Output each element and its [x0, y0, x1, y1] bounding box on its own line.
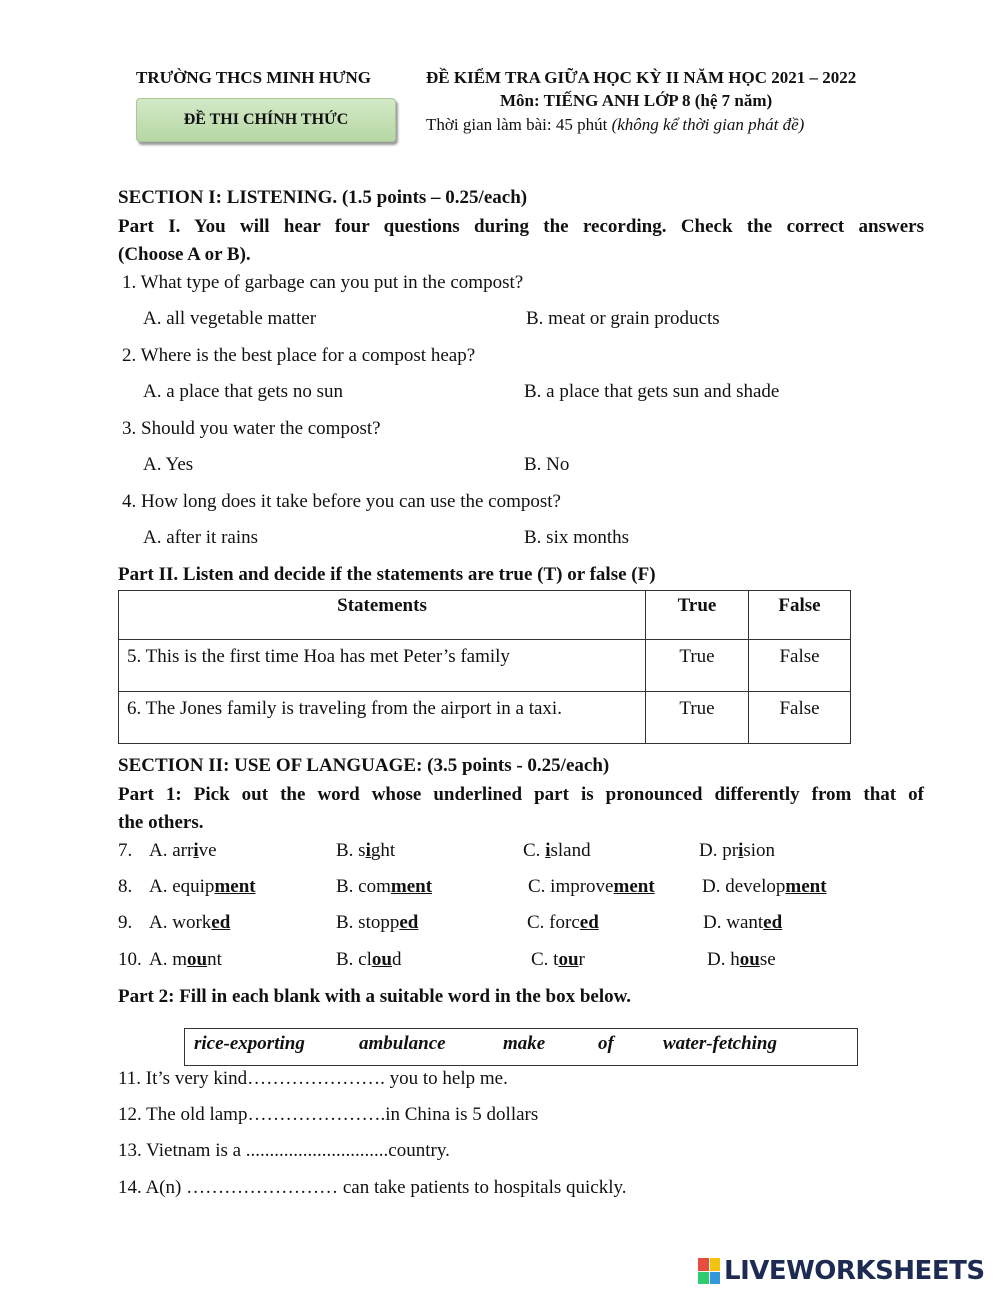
q10-option-d[interactable]: D. house	[707, 949, 776, 970]
section1-title: SECTION I: LISTENING. (1.5 points – 0.25/each)	[118, 187, 528, 208]
word-of: of	[598, 1033, 614, 1054]
word-ambulance: ambulance	[359, 1033, 446, 1054]
statement-5: 5. This is the first time Hoa has met Peter’s family	[119, 640, 646, 692]
option-3b[interactable]: B. No	[524, 454, 570, 475]
q10-number: 10.	[118, 949, 142, 970]
header-false: False	[749, 591, 851, 640]
word-make: make	[503, 1033, 546, 1054]
option-1b[interactable]: B. meat or grain products	[526, 308, 720, 329]
word-box	[184, 1028, 858, 1066]
q8-option-b[interactable]: B. comment	[336, 876, 433, 897]
section2-part1-line2: the others.	[118, 812, 204, 833]
q9-option-a[interactable]: A. worked	[149, 912, 231, 933]
q8-option-c[interactable]: C. improvement	[528, 876, 655, 897]
header-true: True	[646, 591, 749, 640]
q7-option-c[interactable]: C. island	[523, 840, 591, 861]
official-exam-badge	[136, 98, 396, 142]
question-1: 1. What type of garbage can you put in the compost?	[122, 272, 524, 293]
q9-option-c[interactable]: C. forced	[527, 912, 599, 933]
option-4a[interactable]: A. after it rains	[143, 527, 259, 548]
q7-option-a[interactable]: A. arrive	[149, 840, 217, 861]
q10-option-a[interactable]: A. mount	[149, 949, 222, 970]
q9-option-b[interactable]: B. stopped	[336, 912, 419, 933]
table-row	[119, 692, 851, 744]
fill-question-11[interactable]: 11. It’s very kind…………………. you to help me.	[118, 1068, 508, 1089]
option-3a[interactable]: A. Yes	[143, 454, 194, 475]
fill-question-14[interactable]: 14. A(n) …………………… can take patients to hospitals quickly.	[118, 1177, 627, 1198]
q10-option-c[interactable]: C. tour	[531, 949, 585, 970]
false-cell-5[interactable]: False	[749, 640, 851, 692]
section1-part2-title: Part II. Listen and decide if the statements are true (T) or false (F)	[118, 564, 656, 585]
q7-option-d[interactable]: D. prision	[699, 840, 776, 861]
option-2a[interactable]: A. a place that gets no sun	[143, 381, 343, 402]
section2-title: SECTION II: USE OF LANGUAGE: (3.5 points - 0.25/each)	[118, 755, 610, 776]
school-name: TRƯỜNG THCS MINH HƯNG	[136, 68, 372, 87]
section1-part1-line1: Part I. You will hear four questions during the recording. Check the correct answers	[118, 216, 924, 237]
subject-line: Môn: TIẾNG ANH LỚP 8 (hệ 7 năm)	[500, 91, 773, 110]
section2-part2-title: Part 2: Fill in each blank with a suitable word in the box below.	[118, 986, 632, 1007]
time-label: Thời gian làm bài: 45 phút	[426, 115, 608, 134]
option-2b[interactable]: B. a place that gets sun and shade	[524, 381, 780, 402]
statements-table	[118, 590, 851, 744]
q9-option-d[interactable]: D. wanted	[703, 912, 783, 933]
table-row	[119, 640, 851, 692]
section2-part1-line1: Part 1: Pick out the word whose underlined part is pronounced differently from that of	[118, 784, 924, 805]
statement-6: 6. The Jones family is traveling from the airport in a taxi.	[119, 692, 646, 744]
exam-title: ĐỀ KIỂM TRA GIỮA HỌC KỲ II NĂM HỌC 2021 – 2022	[426, 68, 857, 87]
fill-question-13[interactable]: 13. Vietnam is a ..............................country.	[118, 1140, 450, 1161]
word-rice-exporting: rice-exporting	[194, 1033, 305, 1054]
q7-number: 7.	[118, 840, 133, 861]
word-water-fetching: water-fetching	[663, 1033, 777, 1054]
liveworksheets-logo	[698, 1256, 985, 1286]
badge-label: ĐỀ THI CHÍNH THỨC	[183, 111, 349, 128]
true-cell-6[interactable]: True	[646, 692, 749, 744]
question-4: 4. How long does it take before you can use the compost?	[122, 491, 561, 512]
q8-number: 8.	[118, 876, 133, 897]
option-4b[interactable]: B. six months	[524, 527, 630, 548]
option-1a[interactable]: A. all vegetable matter	[143, 308, 317, 329]
q8-option-a[interactable]: A. equipment	[149, 876, 256, 897]
q10-option-b[interactable]: B. cloud	[336, 949, 402, 970]
q9-number: 9.	[118, 912, 133, 933]
q7-option-b[interactable]: B. sight	[336, 840, 396, 861]
time-line	[426, 115, 804, 135]
question-2: 2. Where is the best place for a compost heap?	[122, 345, 476, 366]
section1-part1-line2: (Choose A or B).	[118, 244, 251, 265]
table-header-row	[119, 591, 851, 640]
fill-question-12[interactable]: 12. The old lamp………………….in China is 5 dollars	[118, 1104, 539, 1125]
question-3: 3. Should you water the compost?	[122, 418, 381, 439]
false-cell-6[interactable]: False	[749, 692, 851, 744]
q8-option-d[interactable]: D. development	[702, 876, 827, 897]
header-statements: Statements	[119, 591, 646, 640]
true-cell-5[interactable]: True	[646, 640, 749, 692]
time-note: (không kể thời gian phát đề)	[611, 115, 805, 134]
liveworksheets-icon	[698, 1258, 720, 1284]
logo-text: LIVEWORKSHEETS	[724, 1256, 985, 1286]
